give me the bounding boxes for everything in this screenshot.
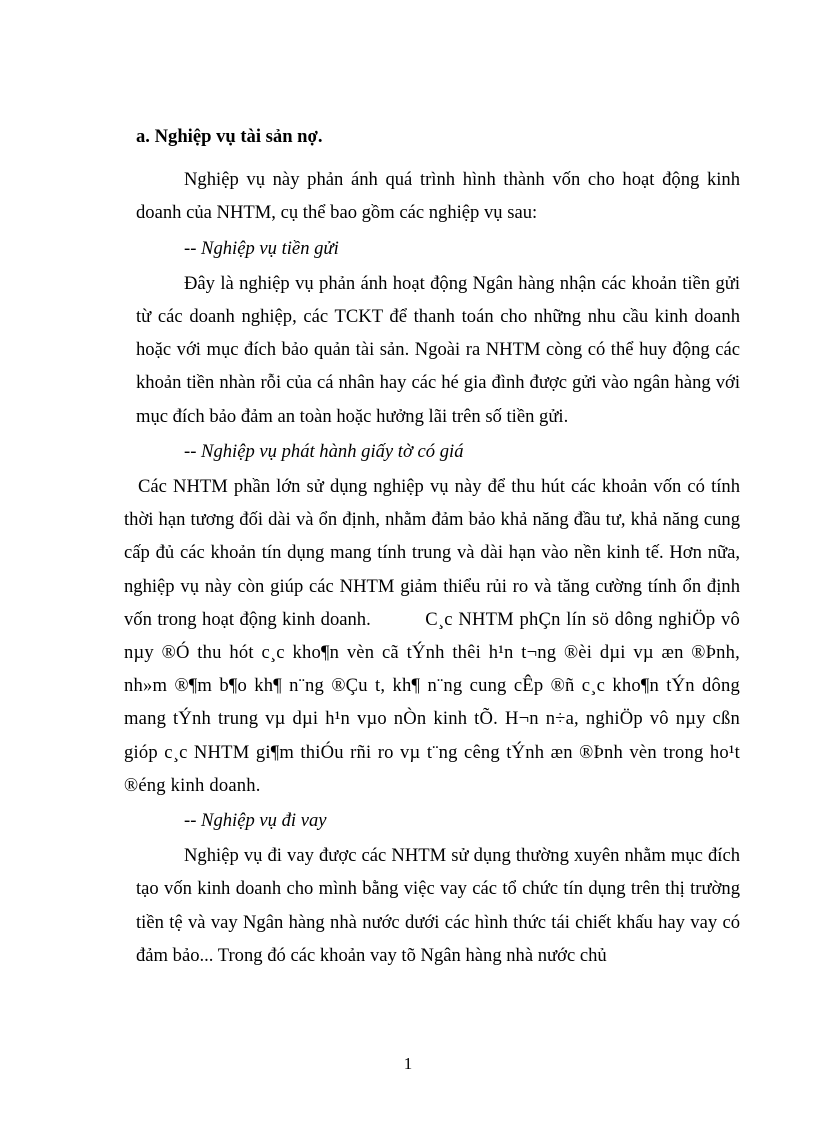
subsection-title-borrowing [136,804,740,837]
deposits-paragraph: Đây là nghiệp vụ phản ánh hoạt động Ngân hàng nhận các khoản tiền gửi từ các doanh nghiệp, các TCKT để thanh toán cho những nhu cầu kinh doanh hoặc với mục đích bảo quản tài sản. Ngoài ra NHTM còng có thể huy động các khoản tiền nhàn rỗi của cá nhân hay các hé gia đình được gửi vào ngân hàng với mục đích bảo đảm an toàn hoặc hưởng lãi trên số tiền gửi. [136,272,740,427]
subsection-title-bonds [136,435,740,468]
intro-paragraph: Nghiệp vụ này phản ánh quá trình hình thành vốn cho hoạt động kinh doanh của NHTM, cụ thể bao gồm các nghiệp vụ sau: [136,169,740,224]
dash-marker: -- [184,810,202,832]
subsection-title-text: Nghiệp vụ đi vay [201,810,327,832]
subsection-title-text: Nghiệp vụ tiền gửi [201,237,339,259]
page-number: 1 [403,1054,413,1073]
subsection-title-deposits [136,232,740,265]
bonds-paragraph [124,470,740,802]
borrowing-paragraph: Nghiệp vụ đi vay được các NHTM sử dụng thường xuyên nhằm mục đích tạo vốn kinh doanh cho mình bằng việc vay các tổ chức tín dụng trên thị trường tiền tệ và vay Ngân hàng nhà nước dưới các hình thức tái chiết khấu hay vay có đảm bảo... Trong đó các khoản vay tõ Ngân hàng nhà nước chủ [136,845,740,966]
dash-marker: -- [184,237,202,259]
bonds-paragraph-text: Các NHTM phần lớn sử dụng nghiệp vụ này để thu hút các khoản vốn có tính thời hạn tương đối dài và ổn định, nhằm đảm bảo khả năng đầu tư, khả năng cung cấp đủ các khoản tín dụng mang tính trung và dài hạn vào nền kinh tế. Hơn nữa, nghiệp vụ này còn giúp các NHTM giảm thiểu rủi ro và tăng cường tính ổn định vốn trong hoạt động kinh doanh. [124,476,740,630]
dash-marker: -- [184,440,202,462]
section-heading: a. Nghiệp vụ tài sản nợ. [136,126,323,147]
document-body [124,120,740,974]
subsection-title-text: Nghiệp vụ phát hành giấy tờ có giá [201,440,464,462]
bonds-paragraph-garbled-text: C¸c NHTM phÇn lín sö dông nghiÖp vô nµy ®Ó thu hót c¸c kho¶n vèn cã tÝnh thêi h¹n t¬ng ®èi dµi vµ æn ®Þnh, nh»m ®¶m b¶o kh¶ n¨ng ®Çu t, kh¶ n¨ng cung cÊp ®ñ c¸c kho¶n tÝn dông mang tÝnh trung vµ dµi h¹n vµo nÒn kinh tÕ. H¬n n÷a, nghiÖp vô nµy cßn gióp c¸c NHTM gi¶m thiÓu rñi ro vµ t¨ng cêng tÝnh æn ®Þnh vèn trong ho¹t ®éng kinh doanh. [124,608,740,796]
